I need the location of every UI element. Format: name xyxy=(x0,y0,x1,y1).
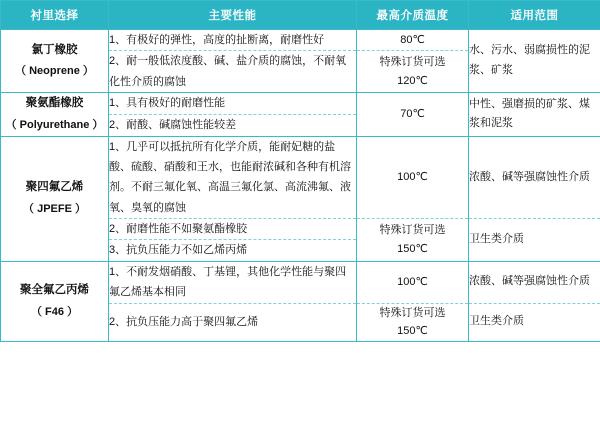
temperature-cell: 80℃ xyxy=(357,30,469,51)
scope-cell: 浓酸、碱等强腐蚀性介质 xyxy=(469,261,600,303)
temperature-cell xyxy=(357,219,469,262)
table-row xyxy=(1,136,600,218)
material-name: 聚全氟乙丙烯 xyxy=(20,283,89,296)
scope-cell: 卫生类介质 xyxy=(469,303,600,341)
material-cell-jpefe xyxy=(1,136,109,261)
scope-cell: 中性、强磨损的矿浆、煤浆和泥浆 xyxy=(469,93,600,137)
scope-cell: 水、污水、弱腐损性的泥浆、矿浆 xyxy=(469,30,600,93)
header-application-scope: 适用范围 xyxy=(469,1,600,30)
header-main-performance: 主要性能 xyxy=(109,1,357,30)
material-name: 聚氨酯橡胶 xyxy=(25,97,84,110)
temperature-note: 特殊订货可选 xyxy=(379,56,446,68)
temperature-cell: 100℃ xyxy=(357,261,469,303)
material-name-en: （ F46 ） xyxy=(30,305,79,318)
table-row xyxy=(1,261,600,303)
property-cell: 2、抗负压能力高于聚四氟乙烯 xyxy=(109,303,357,341)
property-cell: 1、有极好的弹性，高度的扯断离，耐磨性好 xyxy=(109,30,357,51)
property-cell: 2、耐磨性能不如聚氨酯橡胶 xyxy=(109,219,357,240)
temperature-note: 特殊订货可选 xyxy=(379,306,446,319)
material-cell-polyurethane xyxy=(1,93,109,137)
table-row xyxy=(1,30,600,51)
property-cell: 1、具有极好的耐磨性能 xyxy=(109,93,357,115)
material-cell-f46 xyxy=(1,261,109,341)
material-name-en: （ JPEFE ） xyxy=(23,203,86,216)
table-row xyxy=(1,93,600,115)
material-name: 氯丁橡胶 xyxy=(31,43,78,56)
material-name-en: （ Polyurethane ） xyxy=(5,118,104,131)
header-row xyxy=(1,1,600,30)
property-cell: 1、几乎可以抵抗所有化学介质，能耐妃糖的盐酸、硫酸、硝酸和王水，也能耐浓碱和各种有机溶剂。不耐三氟化氧、高温三氟化氯、高流沸氟、液氧、臭氧的腐蚀 xyxy=(109,136,357,218)
temperature-cell xyxy=(357,303,469,341)
header-lining-selection: 衬里选择 xyxy=(1,1,109,30)
property-cell: 1、不耐发烟硝酸、丁基锂，其他化学性能与聚四氟乙烯基本相同 xyxy=(109,261,357,303)
temperature-value: 150℃ xyxy=(397,325,428,338)
temperature-cell: 100℃ xyxy=(357,136,469,218)
property-cell: 3、抗负压能力不如乙烯丙烯 xyxy=(109,240,357,261)
temperature-cell: 70℃ xyxy=(357,93,469,137)
property-cell: 2、耐一般低浓度酸、碱、盐介质的腐蚀，不耐氧化性介质的腐蚀 xyxy=(109,51,357,93)
scope-cell: 卫生类介质 xyxy=(469,219,600,262)
property-cell: 2、耐酸、碱腐蚀性能较差 xyxy=(109,114,357,136)
temperature-cell xyxy=(357,51,469,93)
scope-cell: 浓酸、碱等强腐蚀性介质 xyxy=(469,136,600,218)
table-body xyxy=(1,30,600,342)
temperature-value: 120℃ xyxy=(397,74,428,87)
material-cell-neoprene xyxy=(1,30,109,93)
material-name: 聚四氟乙烯 xyxy=(25,181,84,194)
temperature-note: 特殊订货可选 xyxy=(379,224,446,237)
table-header xyxy=(1,1,600,30)
header-max-medium-temperature: 最高介质温度 xyxy=(357,1,469,30)
material-name-en: （ Neoprene ） xyxy=(15,65,94,78)
temperature-value: 150℃ xyxy=(397,242,428,255)
